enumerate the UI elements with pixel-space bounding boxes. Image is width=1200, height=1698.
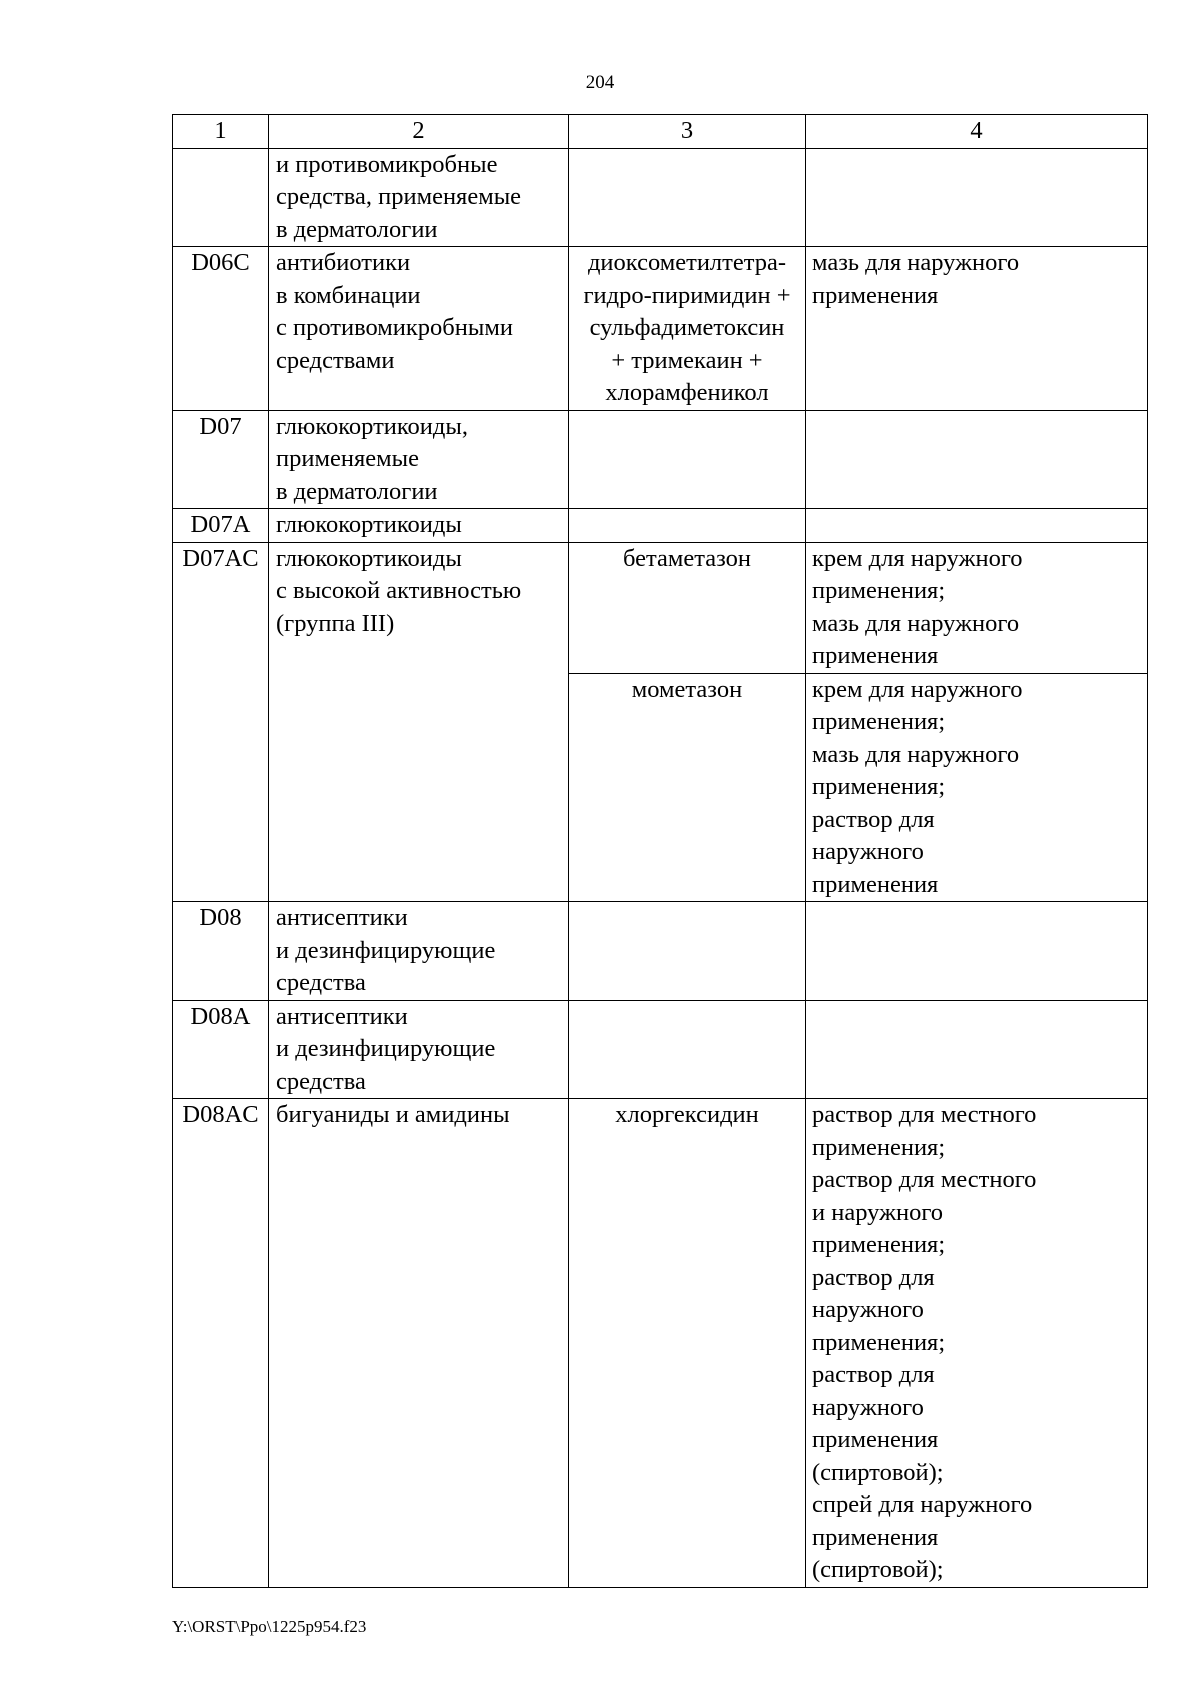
cell-line: глюкокортикоиды — [276, 511, 462, 538]
cell-line: применения — [812, 1426, 939, 1453]
cell-line: применения — [812, 870, 939, 898]
group-name-cell — [269, 902, 569, 1001]
cell-line: D08 — [199, 904, 242, 931]
drug-name-cell — [569, 148, 806, 247]
cell-line: (спиртовой); — [812, 1556, 944, 1583]
cell-line: применения; — [812, 1328, 946, 1356]
cell-line: хлоргексидин — [615, 1101, 759, 1128]
cell-line: средства — [276, 969, 366, 996]
group-name-cell — [269, 410, 569, 509]
cell-line: D07A — [190, 511, 251, 538]
cell-line: глюкокортикоиды, — [276, 412, 468, 440]
dosage-form-cell — [806, 1000, 1148, 1099]
atc-code-cell — [173, 1000, 269, 1099]
cell-line: с высокой активностью — [276, 577, 522, 604]
cell-line: мазь для наружного — [812, 740, 1020, 768]
cell-line: с противомикробными — [276, 314, 513, 341]
cell-line: применения; — [812, 1231, 946, 1258]
cell-line: крем для наружного — [812, 544, 1023, 572]
cell-line: глюкокортикоиды — [276, 544, 462, 572]
group-name-cell — [269, 542, 569, 902]
table-row — [173, 247, 1148, 411]
dosage-form-cell — [806, 902, 1148, 1001]
cell-line: (группа III) — [276, 609, 395, 637]
table-header-row — [173, 115, 1148, 149]
cell-line: и дезинфицирующие — [276, 936, 496, 964]
table-row — [173, 148, 1148, 247]
page-number: 204 — [585, 72, 615, 93]
group-name-cell — [269, 1000, 569, 1099]
cell-line: средствами — [276, 346, 395, 374]
cell-line: применения; — [812, 773, 946, 800]
cell-line: D08A — [190, 1002, 251, 1030]
cell-line: D07 — [199, 412, 242, 440]
column-header-4: 4 — [806, 115, 1148, 149]
cell-line: наружного — [812, 1393, 924, 1421]
cell-line: гидро-пиримидин + — [583, 281, 791, 309]
dosage-form-cell — [806, 410, 1148, 509]
cell-line: хлорамфеникол — [605, 379, 769, 406]
cell-line: наружного — [812, 1296, 924, 1323]
cell-line: раствор для — [812, 1263, 935, 1291]
atc-code-cell — [173, 509, 269, 543]
cell-line: мазь для наружного — [812, 609, 1020, 637]
column-header-1: 1 — [173, 115, 269, 149]
cell-line: в дерматологии — [276, 477, 438, 505]
dosage-form-cell — [806, 247, 1148, 411]
cell-line: и противомикробные — [276, 150, 498, 178]
drug-name-cell — [569, 1099, 806, 1588]
cell-line: D08AC — [182, 1101, 259, 1128]
cell-line: раствор для местного — [812, 1101, 1037, 1128]
cell-line: применяемые — [276, 445, 419, 472]
cell-line: применения; — [812, 577, 946, 604]
footer-file-path: Y:\ORST\Ppo\1225p954.f23 — [172, 1617, 367, 1636]
cell-line: и наружного — [812, 1198, 944, 1226]
cell-line: раствор для — [812, 1361, 935, 1388]
cell-line: + тримекаин + — [611, 346, 763, 374]
cell-line: средства, применяемые — [276, 183, 522, 210]
group-name-cell — [269, 247, 569, 411]
atc-code-cell — [173, 1099, 269, 1588]
cell-line: сульфадиметоксин — [589, 314, 785, 341]
drug-name-cell — [569, 902, 806, 1001]
cell-line: в дерматологии — [276, 215, 438, 243]
drug-name-cell — [569, 1000, 806, 1099]
dosage-form-cell — [806, 1099, 1148, 1588]
cell-line: D07AC — [182, 544, 259, 572]
cell-line: мазь для наружного — [812, 249, 1020, 276]
table-row — [173, 509, 1148, 543]
atc-code-cell — [173, 542, 269, 902]
atc-code-cell — [173, 148, 269, 247]
atc-code-cell — [173, 902, 269, 1001]
group-name-cell — [269, 148, 569, 247]
cell-line: антисептики — [276, 1002, 408, 1030]
drug-name-cell — [569, 673, 806, 902]
dosage-form-cell — [806, 673, 1148, 902]
dosage-form-cell — [806, 148, 1148, 247]
cell-line: спрей для наружного — [812, 1491, 1033, 1518]
cell-line: применения; — [812, 708, 946, 735]
atc-code-cell — [173, 410, 269, 509]
cell-line: и дезинфицирующие — [276, 1035, 496, 1062]
table-row — [173, 542, 1148, 673]
cell-line: антибиотики — [276, 249, 411, 276]
cell-line: применения — [812, 1523, 939, 1551]
cell-line: применения — [812, 281, 939, 309]
drug-name-cell — [569, 247, 806, 411]
cell-line: наружного — [812, 838, 924, 865]
cell-line: мометазон — [631, 675, 743, 703]
cell-line: (спиртовой); — [812, 1458, 944, 1486]
dosage-form-cell — [806, 542, 1148, 673]
column-header-2: 2 — [269, 115, 569, 149]
cell-line: применения — [812, 642, 939, 669]
drug-name-cell — [569, 542, 806, 673]
cell-line: раствор для местного — [812, 1166, 1037, 1193]
drug-classification-table — [172, 114, 1148, 1588]
cell-line: антисептики — [276, 904, 408, 931]
cell-line: средства — [276, 1067, 366, 1095]
drug-name-cell — [569, 509, 806, 543]
table-row — [173, 1000, 1148, 1099]
table-row — [173, 1099, 1148, 1588]
cell-line: крем для наружного — [812, 675, 1023, 703]
cell-line: бигуаниды и амидины — [276, 1101, 510, 1128]
cell-line: применения; — [812, 1133, 946, 1161]
cell-line: бетаметазон — [622, 544, 752, 572]
table-row — [173, 410, 1148, 509]
column-header-3: 3 — [569, 115, 806, 149]
group-name-cell — [269, 509, 569, 543]
dosage-form-cell — [806, 509, 1148, 543]
atc-code-cell — [173, 247, 269, 411]
cell-line: диоксометилтетра- — [587, 249, 787, 276]
cell-line: в комбинации — [276, 281, 421, 309]
table-row — [173, 902, 1148, 1001]
cell-line: D06C — [191, 249, 250, 276]
drug-name-cell — [569, 410, 806, 509]
group-name-cell — [269, 1099, 569, 1588]
cell-line: раствор для — [812, 805, 935, 833]
